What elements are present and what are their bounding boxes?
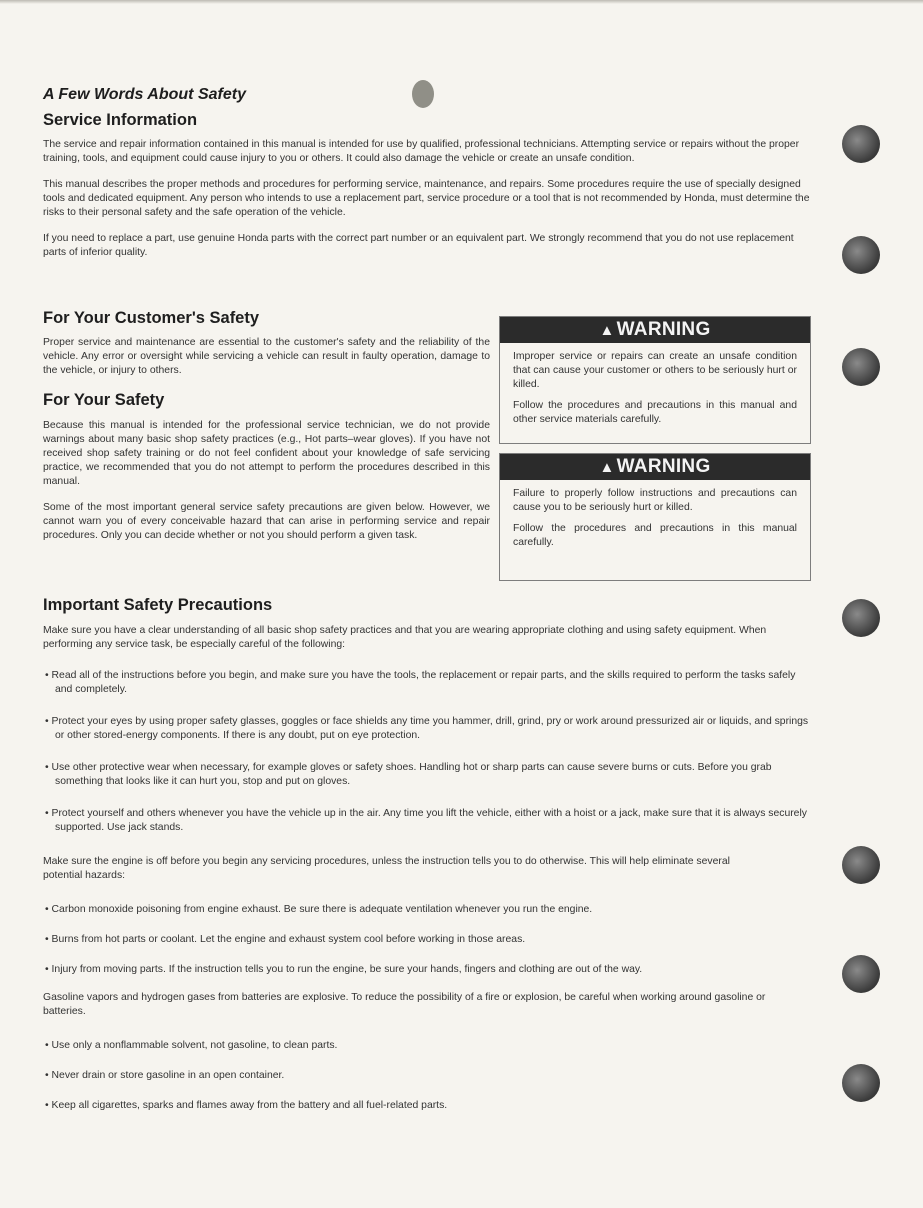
list-item: • Protect your eyes by using proper safety glasses, goggles or face shields any time you hammer, drill, grind, pry or work around pressurized air or liquids, and springs or other stored-energy components. If there is any doubt, put on eye protection.	[45, 716, 809, 741]
warning-box-2	[499, 453, 811, 581]
ink-smudge	[412, 80, 434, 108]
list-item: • Protect yourself and others whenever you have the vehicle up in the air. Any time you lift the vehicle, either with a hoist or a jack, make sure that it is always securely supported. Use jack stands.	[45, 808, 807, 833]
heading-your-safety: For Your Safety	[43, 391, 165, 409]
your-safety-p1: Because this manual is intended for the professional service technician, we do not provide warnings about many basic shop safety practices (e.g., Hot parts–wear gloves). If you have not received shop safety training or do not feel confident about your knowledge of safe servicing practice, we recommended that you do not attempt to perform the procedures described in this manual.	[43, 420, 490, 487]
service-info-p2: This manual describes the proper methods and procedures for performing service, maintenance, and repairs. Some procedures require the use of specially designed tools and dedicated equipment. Any person who intends to use a replacement part, service procedure or a tool that is not recommended by Honda, must determine the risks to their personal safety and the safe operation of the vehicle.	[43, 179, 810, 218]
warning-header	[500, 454, 810, 480]
list-item: • Burns from hot parts or coolant. Let the engine and exhaust system cool before working in those areas.	[45, 934, 526, 945]
gasoline-paragraph: Gasoline vapors and hydrogen gases from batteries are explosive. To reduce the possibility of a fire or explosion, be careful when working around gasoline or batteries.	[43, 992, 766, 1017]
heading-customer-safety: For Your Customer's Safety	[43, 309, 260, 327]
binder-hole-icon	[842, 955, 880, 993]
list-item: • Carbon monoxide poisoning from engine exhaust. Be sure there is adequate ventilation whenever you run the engine.	[45, 904, 593, 915]
list-item: • Never drain or store gasoline in an open container.	[45, 1070, 285, 1081]
engine-paragraph: Make sure the engine is off before you begin any servicing procedures, unless the instruction tells you to do otherwise. This will help eliminate several potential hazards:	[43, 856, 730, 881]
warning1-p1: Improper service or repairs can create an unsafe condition that can cause your customer or others to be seriously hurt or killed.	[513, 351, 797, 390]
warning-box-1	[499, 316, 811, 444]
warning-header	[500, 317, 810, 343]
your-safety-section	[43, 419, 490, 543]
list-item: • Use only a nonflammable solvent, not gasoline, to clean parts.	[45, 1040, 338, 1051]
binder-hole-icon	[842, 125, 880, 163]
list-item: • Keep all cigarettes, sparks and flames away from the battery and all fuel-related parts.	[45, 1100, 448, 1111]
list-item: • Injury from moving parts. If the instruction tells you to run the engine, be sure your hands, fingers and clothing are out of the way.	[45, 964, 643, 975]
binder-hole-icon	[842, 599, 880, 637]
warning2-p2: Follow the procedures and precautions in this manual carefully.	[513, 523, 797, 548]
binder-hole-icon	[842, 348, 880, 386]
your-safety-p2: Some of the most important general service safety precautions are given below. However, we cannot warn you of every conceivable hazard that can arise in performing service and repair procedures. Only you can decide whether or not you should perform a given task.	[43, 502, 490, 541]
precautions-intro: Make sure you have a clear understanding of all basic shop safety practices and that you are wearing appropriate clothing and using safety equipment. When performing any service task, be especially careful of the following:	[43, 625, 767, 650]
warning-triangle-icon: ▲	[599, 459, 615, 476]
heading-important-safety-precautions: Important Safety Precautions	[43, 596, 273, 614]
warning-label: WARNING	[616, 319, 711, 340]
binder-hole-icon	[842, 1064, 880, 1102]
warning1-p2: Follow the procedures and precautions in this manual and other service materials carefully.	[513, 400, 797, 425]
page-top-edge	[0, 0, 923, 4]
service-info-p1: The service and repair information contained in this manual is intended for use by qualified, professional technicians. Attempting service or repairs without the proper training, tools, and equipment could cause injury to you or others. It could also damage the vehicle or create an unsafe condition.	[43, 139, 800, 164]
binder-hole-icon	[842, 846, 880, 884]
warning-triangle-icon: ▲	[599, 322, 615, 339]
customer-safety-p1: Proper service and maintenance are essential to the customer's safety and the reliability of the vehicle. Any error or oversight while servicing a vehicle can result in faulty operation, damage to the vehicle, or injury to others.	[43, 337, 490, 376]
precautions-section	[43, 624, 810, 1113]
warning-label: WARNING	[616, 456, 711, 477]
heading-service-information: Service Information	[43, 111, 198, 129]
binder-hole-icon	[842, 236, 880, 274]
doc-title: A Few Words About Safety	[43, 86, 246, 103]
service-information-section	[43, 138, 810, 260]
warning2-p1: Failure to properly follow instructions and precautions can cause you to be seriously hurt or killed.	[513, 488, 797, 513]
list-item: • Use other protective wear when necessary, for example gloves or safety shoes. Handling hot or sharp parts can cause severe burns or cuts. Before you grab something that looks like it can hurt you, stop and put on gloves.	[45, 762, 772, 787]
customer-safety-section	[43, 336, 490, 378]
service-info-p3: If you need to replace a part, use genuine Honda parts with the correct part number or an equivalent part. We strongly recommend that you do not use replacement parts of inferior quality.	[43, 233, 794, 258]
list-item: • Read all of the instructions before you begin, and make sure you have the tools, the replacement or repair parts, and the skills required to perform the tasks safely and completely.	[45, 670, 796, 695]
